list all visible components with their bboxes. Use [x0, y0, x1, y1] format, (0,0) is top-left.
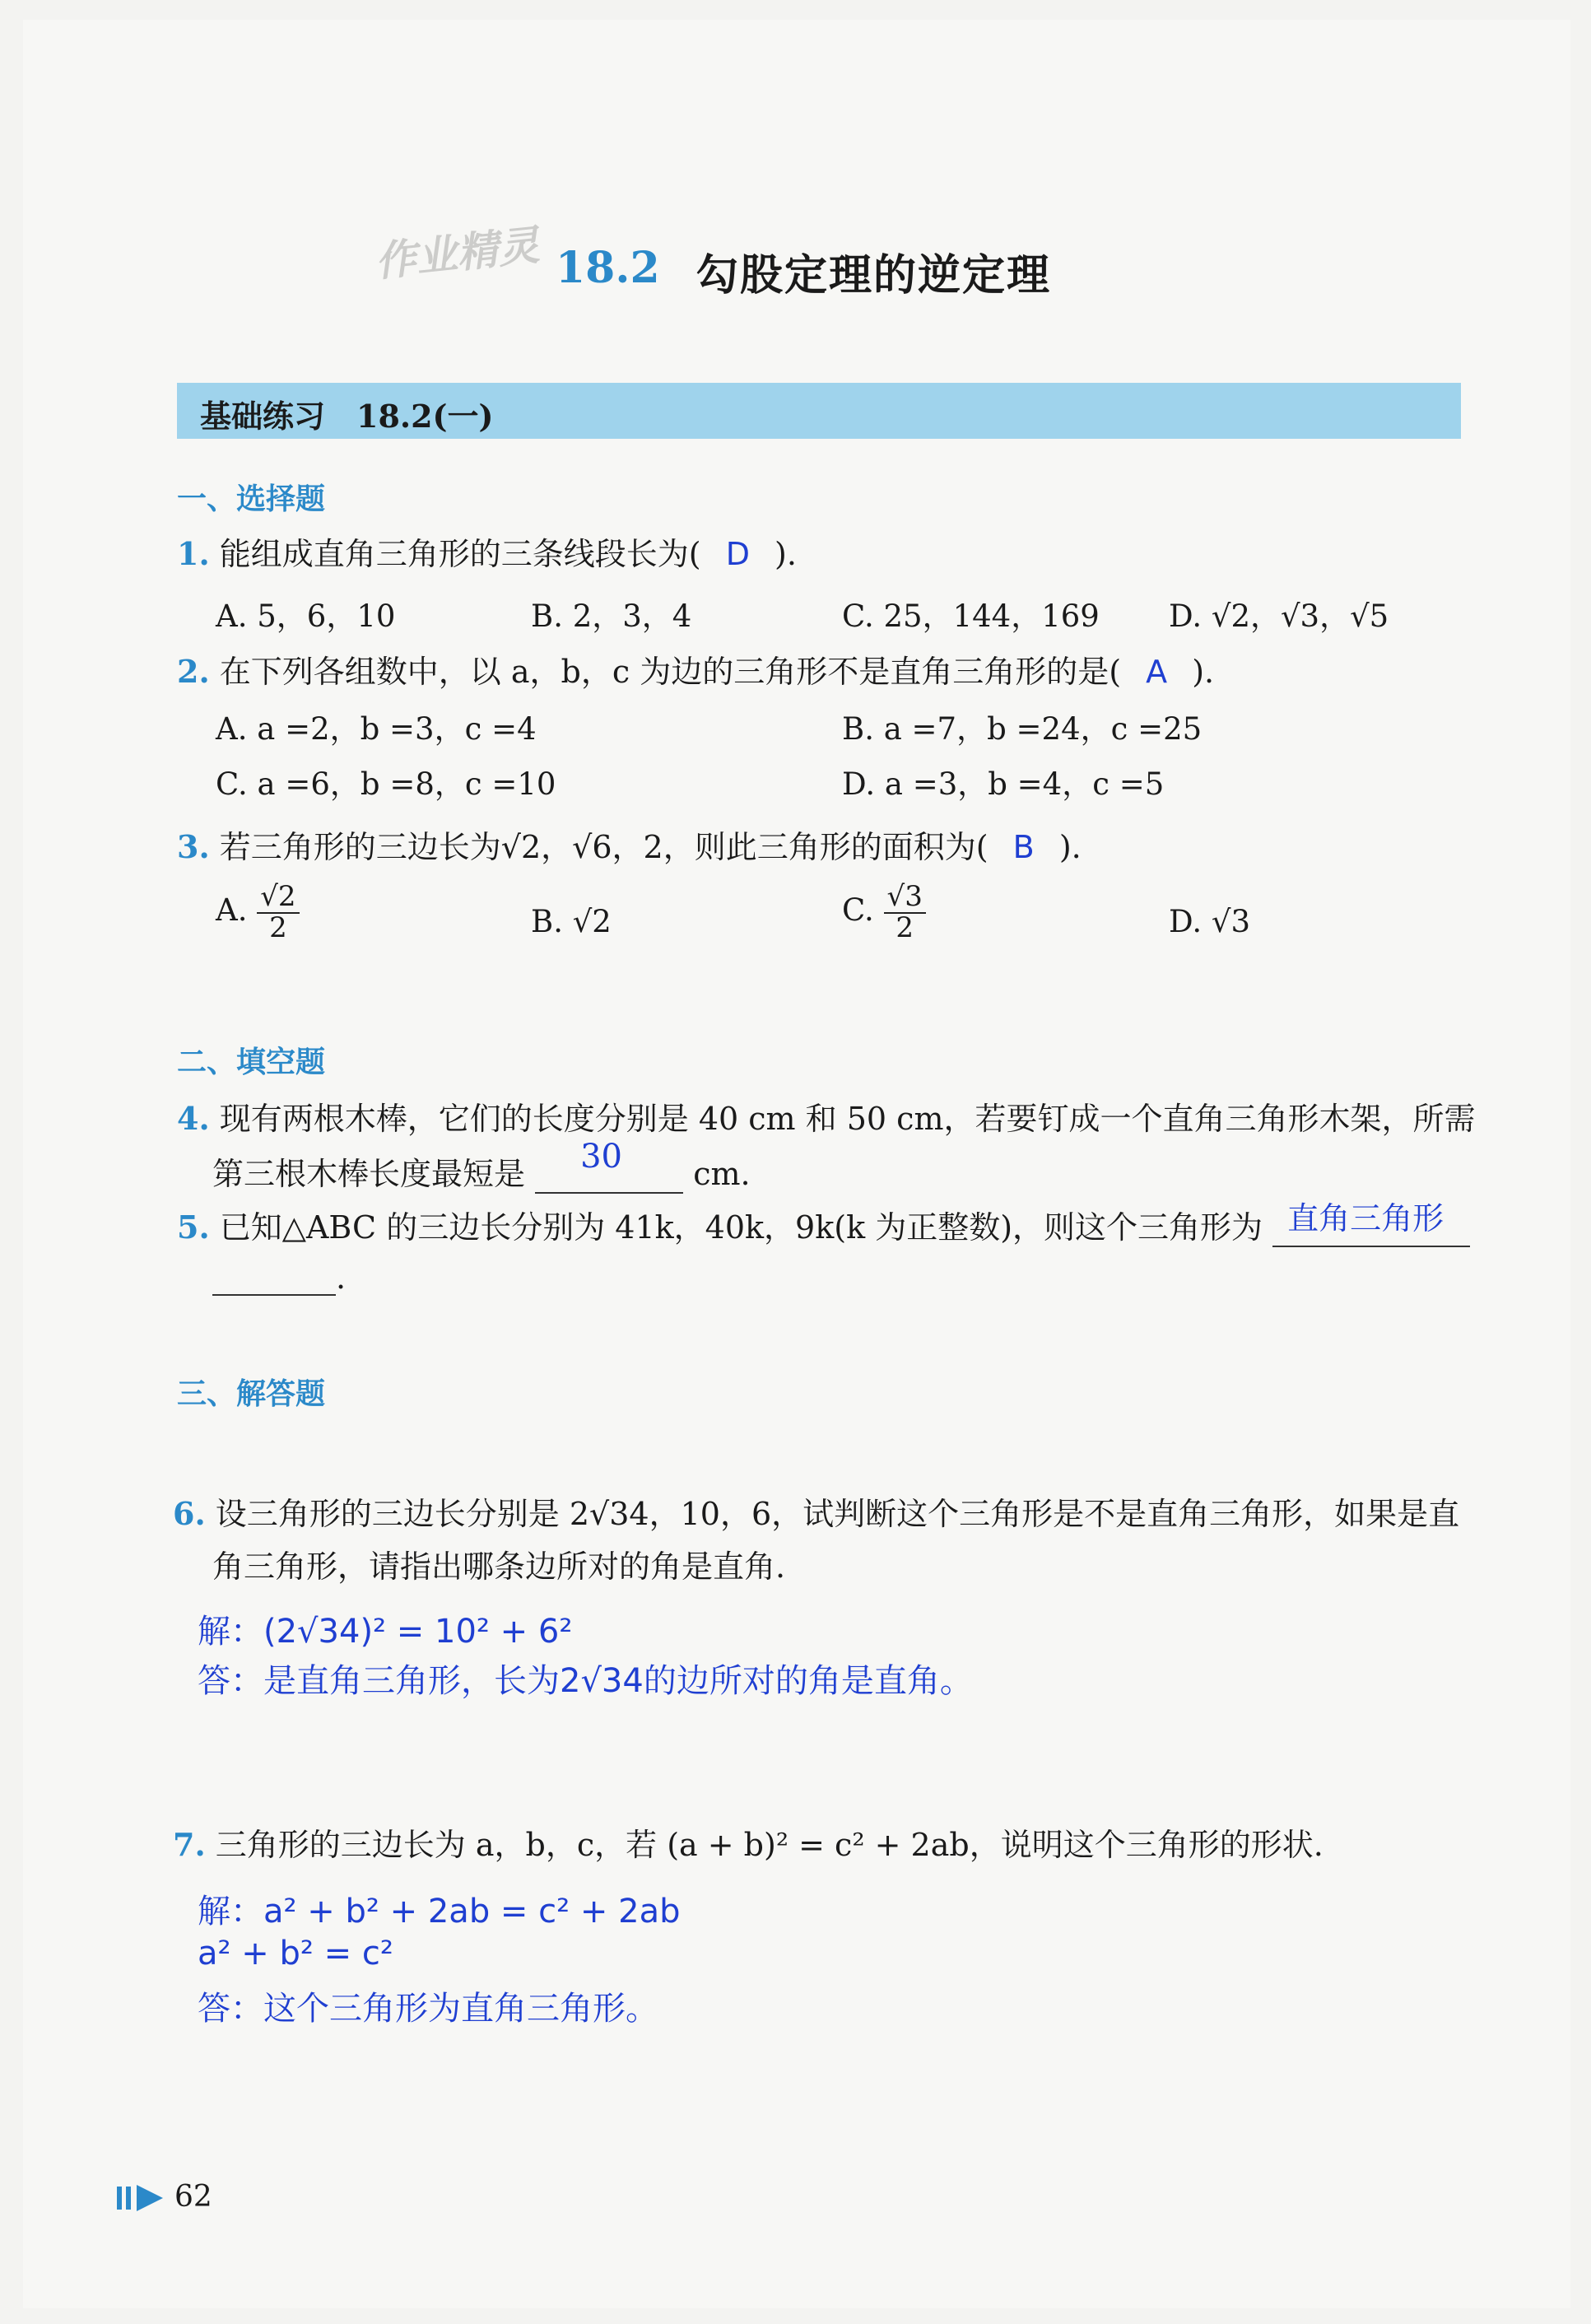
option-c: C. 25，144，169 [842, 598, 1100, 634]
denominator: 2 [269, 911, 287, 944]
option-c [842, 880, 926, 944]
numerator: √3 [884, 883, 926, 914]
solution-line-2: a² + b² = c² [198, 1935, 393, 1972]
question-3 [177, 822, 1082, 867]
question-7 [173, 1819, 1324, 1865]
handwritten-answer: 直角三角形 [1287, 1200, 1444, 1237]
option-a [216, 880, 300, 944]
question-stem-end: ). [1192, 654, 1215, 690]
question-number: 5. [177, 1209, 210, 1246]
answer-choice: B [1012, 829, 1035, 865]
section-heading-choice: 一、选择题 [177, 482, 326, 516]
page-number: 62 [174, 2180, 212, 2214]
question-stem: 第三根木棒长度最短是 [212, 1156, 526, 1192]
unit: cm. [693, 1156, 751, 1192]
solution-answer: 答：是直角三角形，长为2√34的边所对的角是直角。 [198, 1662, 973, 1700]
option-b: B. a =7，b =24，c =25 [842, 711, 1203, 747]
question-stem: 设三角形的三边长分别是 2√34，10，6，试判断这个三角形是不是直角三角形，如果是直 [215, 1496, 1460, 1532]
section-heading-fill: 二、填空题 [177, 1046, 326, 1079]
fraction [257, 880, 299, 944]
question-4 [177, 1093, 1476, 1139]
question-4-line2 [212, 1138, 751, 1194]
option-a: A. 5，6，10 [216, 598, 396, 634]
question-stem: 在下列各组数中，以 a，b，c 为边的三角形不是直角三角形的是( [219, 654, 1122, 690]
question-1 [177, 529, 797, 574]
page-marker-icon [117, 2183, 174, 2216]
option-a: A. a =2，b =3，c =4 [216, 711, 537, 747]
option-d: D. a =3，b =4，c =5 [842, 766, 1165, 802]
question-5-continuation [212, 1260, 346, 1296]
question-6 [173, 1488, 1459, 1534]
option-b: B. 2，3，4 [531, 598, 692, 634]
question-stem: 若三角形的三边长为√2，√6，2，则此三角形的面积为( [219, 829, 989, 865]
numerator: √2 [257, 883, 299, 914]
question-stem-end: ). [1058, 829, 1082, 865]
question-number: 2. [177, 653, 210, 690]
question-number: 3. [177, 828, 210, 865]
question-stem: 三角形的三边长为 a，b，c，若 (a + b)² = c² + 2ab，说明这个三角形的形状. [215, 1827, 1324, 1863]
question-stem: 已知△ABC 的三边长分别为 41k，40k，9k(k 为正整数)，则这个三角形为 [219, 1209, 1263, 1246]
question-stem: 现有两根木棒，它们的长度分别是 40 cm 和 50 cm，若要钉成一个直角三角形木架，所需 [219, 1101, 1476, 1137]
answer-choice: D [725, 536, 750, 572]
answer-blank [535, 1138, 683, 1194]
section-number: 18.2 [556, 243, 660, 293]
question-6-line2: 角三角形，请指出哪条边所对的角是直角. [212, 1549, 786, 1585]
watermark: 作业精灵 [372, 221, 542, 286]
handwritten-answer: 30 [580, 1138, 623, 1176]
fraction [884, 880, 926, 944]
section-heading-solve: 三、解答题 [177, 1377, 326, 1411]
question-2 [177, 646, 1214, 692]
question-end: . [336, 1260, 347, 1296]
question-stem: 能组成直角三角形的三条线段长为( [219, 536, 701, 572]
option-d: D. √2，√3，√5 [1169, 598, 1389, 634]
answer-choice: A [1146, 654, 1168, 690]
practice-banner [177, 383, 1461, 439]
option-label: A. [216, 892, 248, 929]
solution-answer: 答：这个三角形为直角三角形。 [198, 1990, 658, 2028]
question-number: 6. [173, 1495, 206, 1532]
denominator: 2 [896, 911, 914, 944]
option-c: C. a =6，b =8，c =10 [216, 766, 556, 802]
question-number: 1. [177, 535, 210, 572]
answer-blank [212, 1261, 336, 1296]
banner-label: 基础练习 18.2(一) [200, 398, 494, 435]
option-label: C. [842, 892, 874, 929]
question-number: 7. [173, 1826, 206, 1863]
question-5 [177, 1202, 1470, 1247]
answer-blank [1272, 1200, 1470, 1247]
solution-line-1: 解：a² + b² + 2ab = c² + 2ab [198, 1893, 681, 1930]
section-title: 勾股定理的逆定理 [695, 251, 1052, 300]
question-stem-end: ). [775, 536, 797, 572]
solution-line-1: 解：(2√34)² = 10² + 6² [198, 1613, 573, 1651]
option-b: B. √2 [531, 904, 612, 939]
option-d: D. √3 [1169, 904, 1250, 939]
question-number: 4. [177, 1100, 210, 1137]
